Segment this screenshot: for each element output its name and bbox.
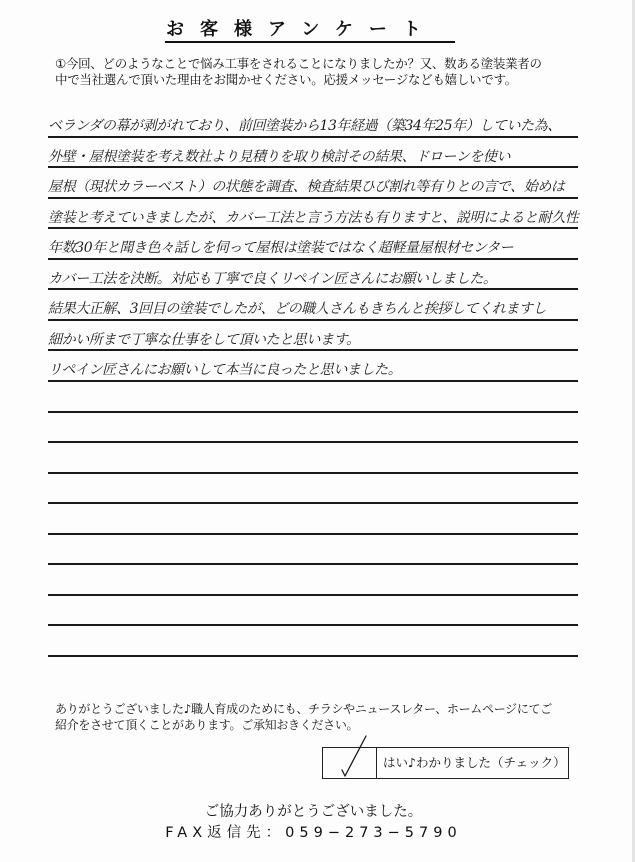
consent-checkbox-row	[322, 747, 569, 779]
consent-notice	[55, 702, 575, 733]
handwritten-line: 年数30年と聞き色々話しを伺って屋根は塗装ではなく超軽量屋根材センター	[48, 240, 514, 256]
ruled-line	[48, 533, 578, 535]
checkmark-icon	[333, 734, 373, 778]
consent-notice-line-1: ありがとうございました♪職人育成のためにも、チラシやニュースレター、ホームページにてご	[55, 702, 552, 716]
handwritten-line: カバー工法を決断。対応も丁寧で良くリペイン匠さんにお願いしました。	[48, 271, 497, 287]
ruled-line	[48, 411, 578, 413]
question-line-2: 中で当社選んで頂いた理由をお聞かせください。応援メッセージなども嬉しいです。	[55, 72, 517, 87]
thanks-message: ご協力ありがとうございました。	[204, 804, 423, 820]
ruled-line	[48, 563, 578, 565]
ruled-line	[48, 288, 578, 290]
title-underline	[165, 41, 455, 43]
handwritten-line: 外壁・屋根塗装を考え数社より見積りを取り検討その結果、ドローンを使い	[48, 149, 511, 165]
fax-number: FAX返信先：059−273−5790	[165, 825, 462, 841]
ruled-line	[48, 258, 578, 260]
handwritten-line: 結果大正解、3回目の塗装でしたが、どの職人さんもきちんと挨拶してくれますし	[48, 301, 547, 317]
consent-notice-line-2: 紹介をさせて頂くことがあります。ご承知おきください。	[55, 717, 359, 732]
ruled-line	[48, 594, 578, 596]
handwritten-line: 細かい所まで丁寧な仕事をして頂いたと思います。	[48, 332, 360, 348]
page-title: お客様アンケート	[166, 19, 437, 40]
ruled-line	[48, 166, 578, 168]
ruled-line	[48, 472, 578, 474]
ruled-line	[48, 655, 578, 657]
question-text	[55, 56, 575, 88]
ruled-line	[48, 502, 578, 504]
ruled-line	[48, 380, 578, 382]
ruled-line	[48, 319, 578, 321]
ruled-line	[48, 197, 578, 199]
question-line-1: ①今回、どのようなことで悩み工事をされることになりましたか？又、数ある塗装業者の	[55, 56, 542, 71]
ruled-line	[48, 624, 578, 626]
consent-checkbox[interactable]	[323, 748, 377, 778]
ruled-line	[48, 441, 578, 443]
handwritten-line: 屋根（現状カラーベスト）の状態を調査、検査結果ひび割れ等有りとの言で、始めは	[48, 179, 565, 195]
handwritten-line: ベランダの幕が剥がれており、前回塗装から13年経過（築34年25年）していた為、	[48, 118, 561, 134]
ruled-line	[48, 136, 578, 138]
handwritten-line: リペイン匠さんにお願いして本当に良ったと思いました。	[48, 362, 402, 378]
ruled-line	[48, 349, 578, 351]
handwritten-line: 塗装と考えていきましたが、カバー工法と言う方法も有りますと、説明によると耐久性	[48, 210, 579, 226]
ruled-line	[48, 227, 578, 229]
consent-checkbox-label: はい♪わかりました（チェック）	[383, 755, 566, 770]
